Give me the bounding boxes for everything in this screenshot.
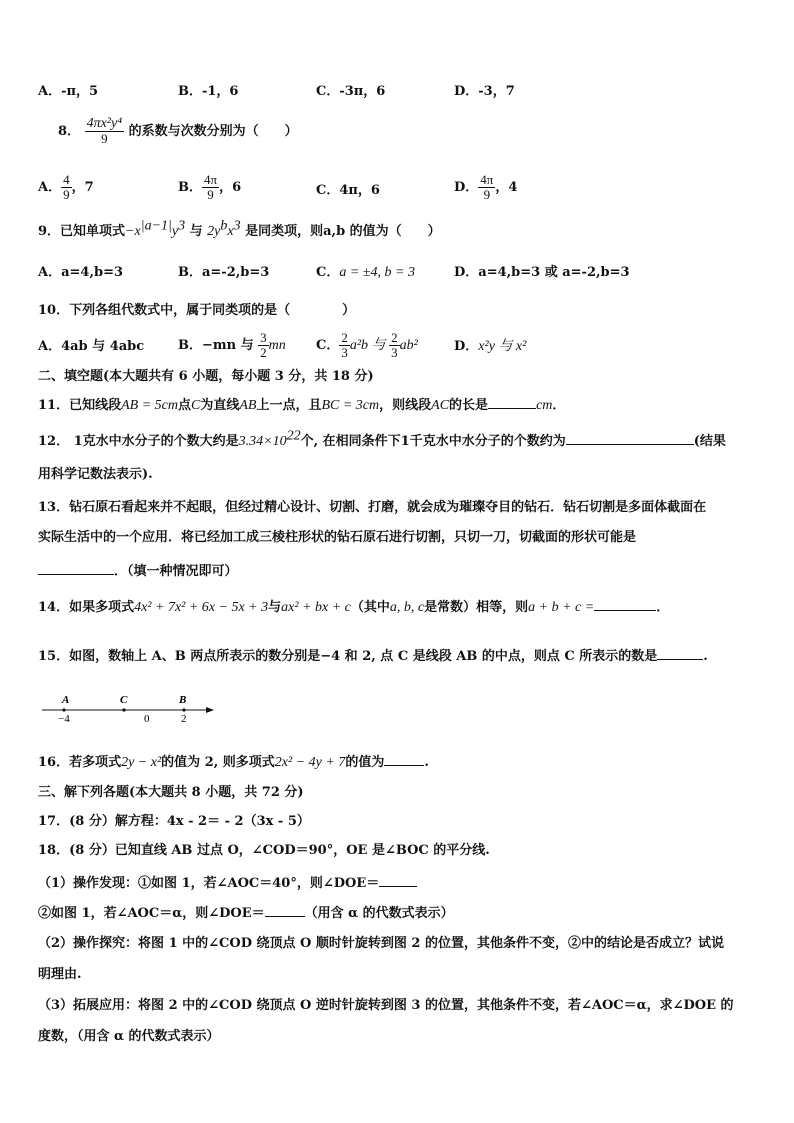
question-18-part1: （1）操作发现：①如图 1，若∠AOC＝40°，则∠DOE＝ [38,874,417,892]
question-12: 12． 1克水中水分子的个数大约是$3.34\times 10^{22}$个, 在相同条件下1千克水中水分子的个数约为 (结果 [38,428,726,449]
q7-option-d: D．-3，7 [454,84,515,99]
answer-blank[interactable] [384,753,424,766]
q10-option-a: A．4ab 与 4abc [38,339,145,354]
answer-blank[interactable] [379,874,417,887]
question-number: 8． [58,124,81,139]
q10-option-d: D．x²y 与 x² [454,339,527,354]
question-18-line1: 18．(8 分）已知直线 AB 过点 O，∠COD＝90°，OE 是∠BOC 的平分线. [38,843,490,858]
section-2-heading: 二、填空题(本大题共有 6 小题，每小题 3 分，共 18 分) [38,369,374,384]
answer-blank[interactable] [38,562,114,575]
question-12-line2: 用科学记数法表示). [38,467,153,482]
number-line-figure [36,690,222,726]
question-18-part2: （2）操作探究：将图 1 中的∠COD 绕顶点 O 顺时针旋转到图 2 的位置，其他条件不变，②中的结论是否成立？试说 [38,936,724,951]
q9-option-a: A．a=4,b=3 [38,265,124,280]
question-13-line3: ．（填一种情况即可） [38,562,238,580]
q10-option-b: B．−mn 与 $\frac{3}{2}$ mn [178,330,286,360]
point-a-label: A [62,694,70,706]
question-18-part2-cont: 明理由. [38,967,82,982]
question-16: 16．若多项式2y − x²的值为 2, 则多项式2x² − 4y + 7的值为 . [38,755,429,770]
question-text: 的系数与次数分别为（ ） [128,124,298,139]
question-17: 17．(8 分）解方程：4x - 2＝ - 2（3x - 5） [38,814,310,829]
q9-option-c: C．a = ±4, b = 3 [316,265,415,280]
answer-blank[interactable] [657,647,703,660]
q10-option-c: C． $\frac{2}{3}$ a²b 与 $\frac{2}{3}$ ab² [316,330,418,360]
point-b-label: B [179,694,187,706]
question-8 [58,117,298,146]
q9-option-b: B．a=-2,b=3 [178,265,270,280]
question-9: 9．已知单项式$-x^{|a-1|}y^3$ 与 $2y^bx^3$ 是同类项，则a,b 的值为（ ） [38,218,441,239]
question-15: 15．如图，数轴上 A、B 两点所表示的数分别是−4 和 2, 点 C 是线段 AB 的中点，则点 C 所表示的数是 . [38,649,708,664]
question-18-part3: （3）拓展应用：将图 2 中的∠COD 绕顶点 O 逆时针旋转到图 3 的位置，其他条件不变，若∠AOC＝α，求∠DOE 的 [38,998,734,1013]
q7-option-a: A．-π，5 [38,84,99,99]
q7-option-c: C．-3π，6 [316,84,386,99]
question-13-line1: 13．钻石原石看起来并不起眼，但经过精心设计、切割、打磨，就会成为璀璨夺目的钻石．钻石切割是多面体截面在 [38,500,707,515]
point-c-label: C [120,694,128,706]
question-14: 14．如果多项式4x² + 7x² + 6x − 5x + 3与ax² + bx + c（其中a, b, c是常数）相等，则a + b + c = ． [38,600,670,615]
q9-option-d: D．a=4,b=3 或 a=-2,b=3 [454,265,630,280]
q8-option-b: B． $\frac{4\pi}{9}$ ，6 [178,172,242,202]
q8-option-a: A． $\frac{4}{9}$ ，7 [38,172,94,202]
question-11: 11．已知线段AB = 5cm点C为直线AB上一点，且BC = 3cm，则线段AC的长是 cm． [38,398,566,413]
q7-option-b: B．-1，6 [178,84,239,99]
question-10: 10．下列各组代数式中，属于同类项的是（ ） [38,303,356,318]
answer-blank[interactable] [265,904,305,917]
answer-blank[interactable] [566,432,694,445]
q8-option-d: D． $\frac{4\pi}{9}$ ，4 [454,172,518,202]
question-13-line2: 实际生活中的一个应用．将已经加工成三棱柱形状的钻石原石进行切割，只切一刀，切截面的形状可能是 [38,530,637,545]
tick-label-2: 2 [181,713,187,725]
tick-label-0: 0 [144,713,150,725]
section-3-heading: 三、解下列各题(本大题共 8 小题，共 72 分) [38,785,304,800]
question-18-part3-cont: 度数，（用含 α 的代数式表示） [38,1029,220,1044]
q8-fraction: $\frac{\text{4πx²y⁴}}{9}$ [86,116,123,146]
question-18-part1b: ②如图 1，若∠AOC＝α，则∠DOE＝ （用含 α 的代数式表示） [38,906,454,921]
answer-blank[interactable] [594,598,656,611]
q8-option-c: C．4π，6 [316,183,380,198]
answer-blank[interactable] [488,396,536,409]
tick-label-neg4: −4 [58,713,70,725]
